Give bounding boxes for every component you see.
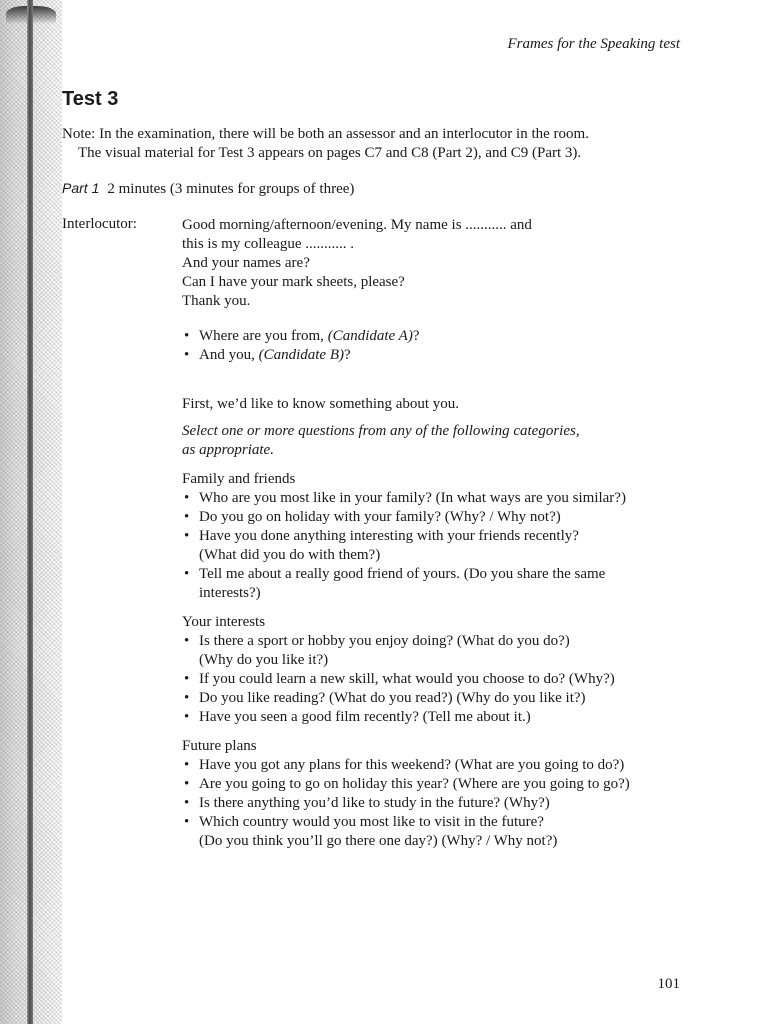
list-item: • Who are you most like in your family? (In what ways are you similar?): [182, 489, 692, 508]
list-item: • Is there anything you’d like to study in the future? (Why?): [182, 794, 692, 813]
opening-line: Good morning/afternoon/evening. My name is ........... and: [182, 217, 532, 233]
candidate-label: (Candidate B): [258, 347, 344, 363]
category-title: Your interests: [182, 614, 266, 630]
opening-line: Thank you.: [182, 293, 251, 309]
list-item: • And you, (Candidate B)?: [182, 346, 692, 365]
note-line-1: Note: In the examination, there will be both an assessor and an interlocutor in the room.: [62, 126, 589, 142]
part-heading: [62, 180, 354, 198]
book-binding: [0, 0, 62, 1024]
speaker-label: Interlocutor:: [62, 216, 137, 232]
category-title: Family and friends: [182, 471, 296, 487]
note-line-2: The visual material for Test 3 appears on pages C7 and C8 (Part 2), and C9 (Part 3).: [78, 145, 582, 161]
exam-note: [62, 125, 702, 163]
list-item: • If you could learn a new skill, what would you choose to do? (Why?): [182, 670, 692, 689]
list-item: • Have you seen a good film recently? (Tell me about it.): [182, 708, 692, 727]
list-item: • Do you go on holiday with your family? (Why? / Why not?): [182, 508, 692, 527]
page-title: Test 3: [62, 88, 119, 110]
list-item: • Is there a sport or hobby you enjoy doing? (What do you do?) (Why do you like it?): [182, 632, 692, 670]
interlocutor-script: [182, 216, 692, 851]
opening-line: this is my colleague ........... .: [182, 236, 355, 252]
binding-spine: [27, 0, 33, 1024]
category-interests: [182, 613, 692, 727]
opening-line: Can I have your mark sheets, please?: [182, 274, 405, 290]
category-family: [182, 470, 692, 603]
category-future-plans: [182, 737, 692, 851]
list-item: • Are you going to go on holiday this year? (Where are you going to go?): [182, 775, 692, 794]
list-item: • Have you got any plans for this weekend? (What are you going to do?): [182, 756, 692, 775]
list-item: • Do you like reading? (What do you read?) (Why do you like it?): [182, 689, 692, 708]
page-number: 101: [657, 976, 680, 992]
part-label: Part 1: [62, 180, 100, 196]
where-from-list: [182, 327, 692, 365]
opening-line: And your names are?: [182, 255, 310, 271]
part-duration: 2 minutes (3 minutes for groups of three): [107, 181, 355, 197]
list-item: • Have you done anything interesting with your friends recently? (What did you do with them?): [182, 527, 692, 565]
list-item: • Where are you from, (Candidate A)?: [182, 327, 692, 346]
list-item: • Tell me about a really good friend of yours. (Do you share the same interests?): [182, 565, 692, 603]
opening-lines: [182, 216, 692, 311]
list-item: • Which country would you most like to visit in the future? (Do you think you’ll go there one day?) (Why? / Why not?): [182, 813, 692, 851]
category-title: Future plans: [182, 738, 257, 754]
instruction: Select one or more questions from any of the following categories, as appropriate.: [182, 423, 580, 458]
candidate-label: (Candidate A): [327, 328, 413, 344]
first-line: First, we’d like to know something about you.: [182, 396, 460, 412]
running-head: Frames for the Speaking test: [507, 36, 680, 52]
